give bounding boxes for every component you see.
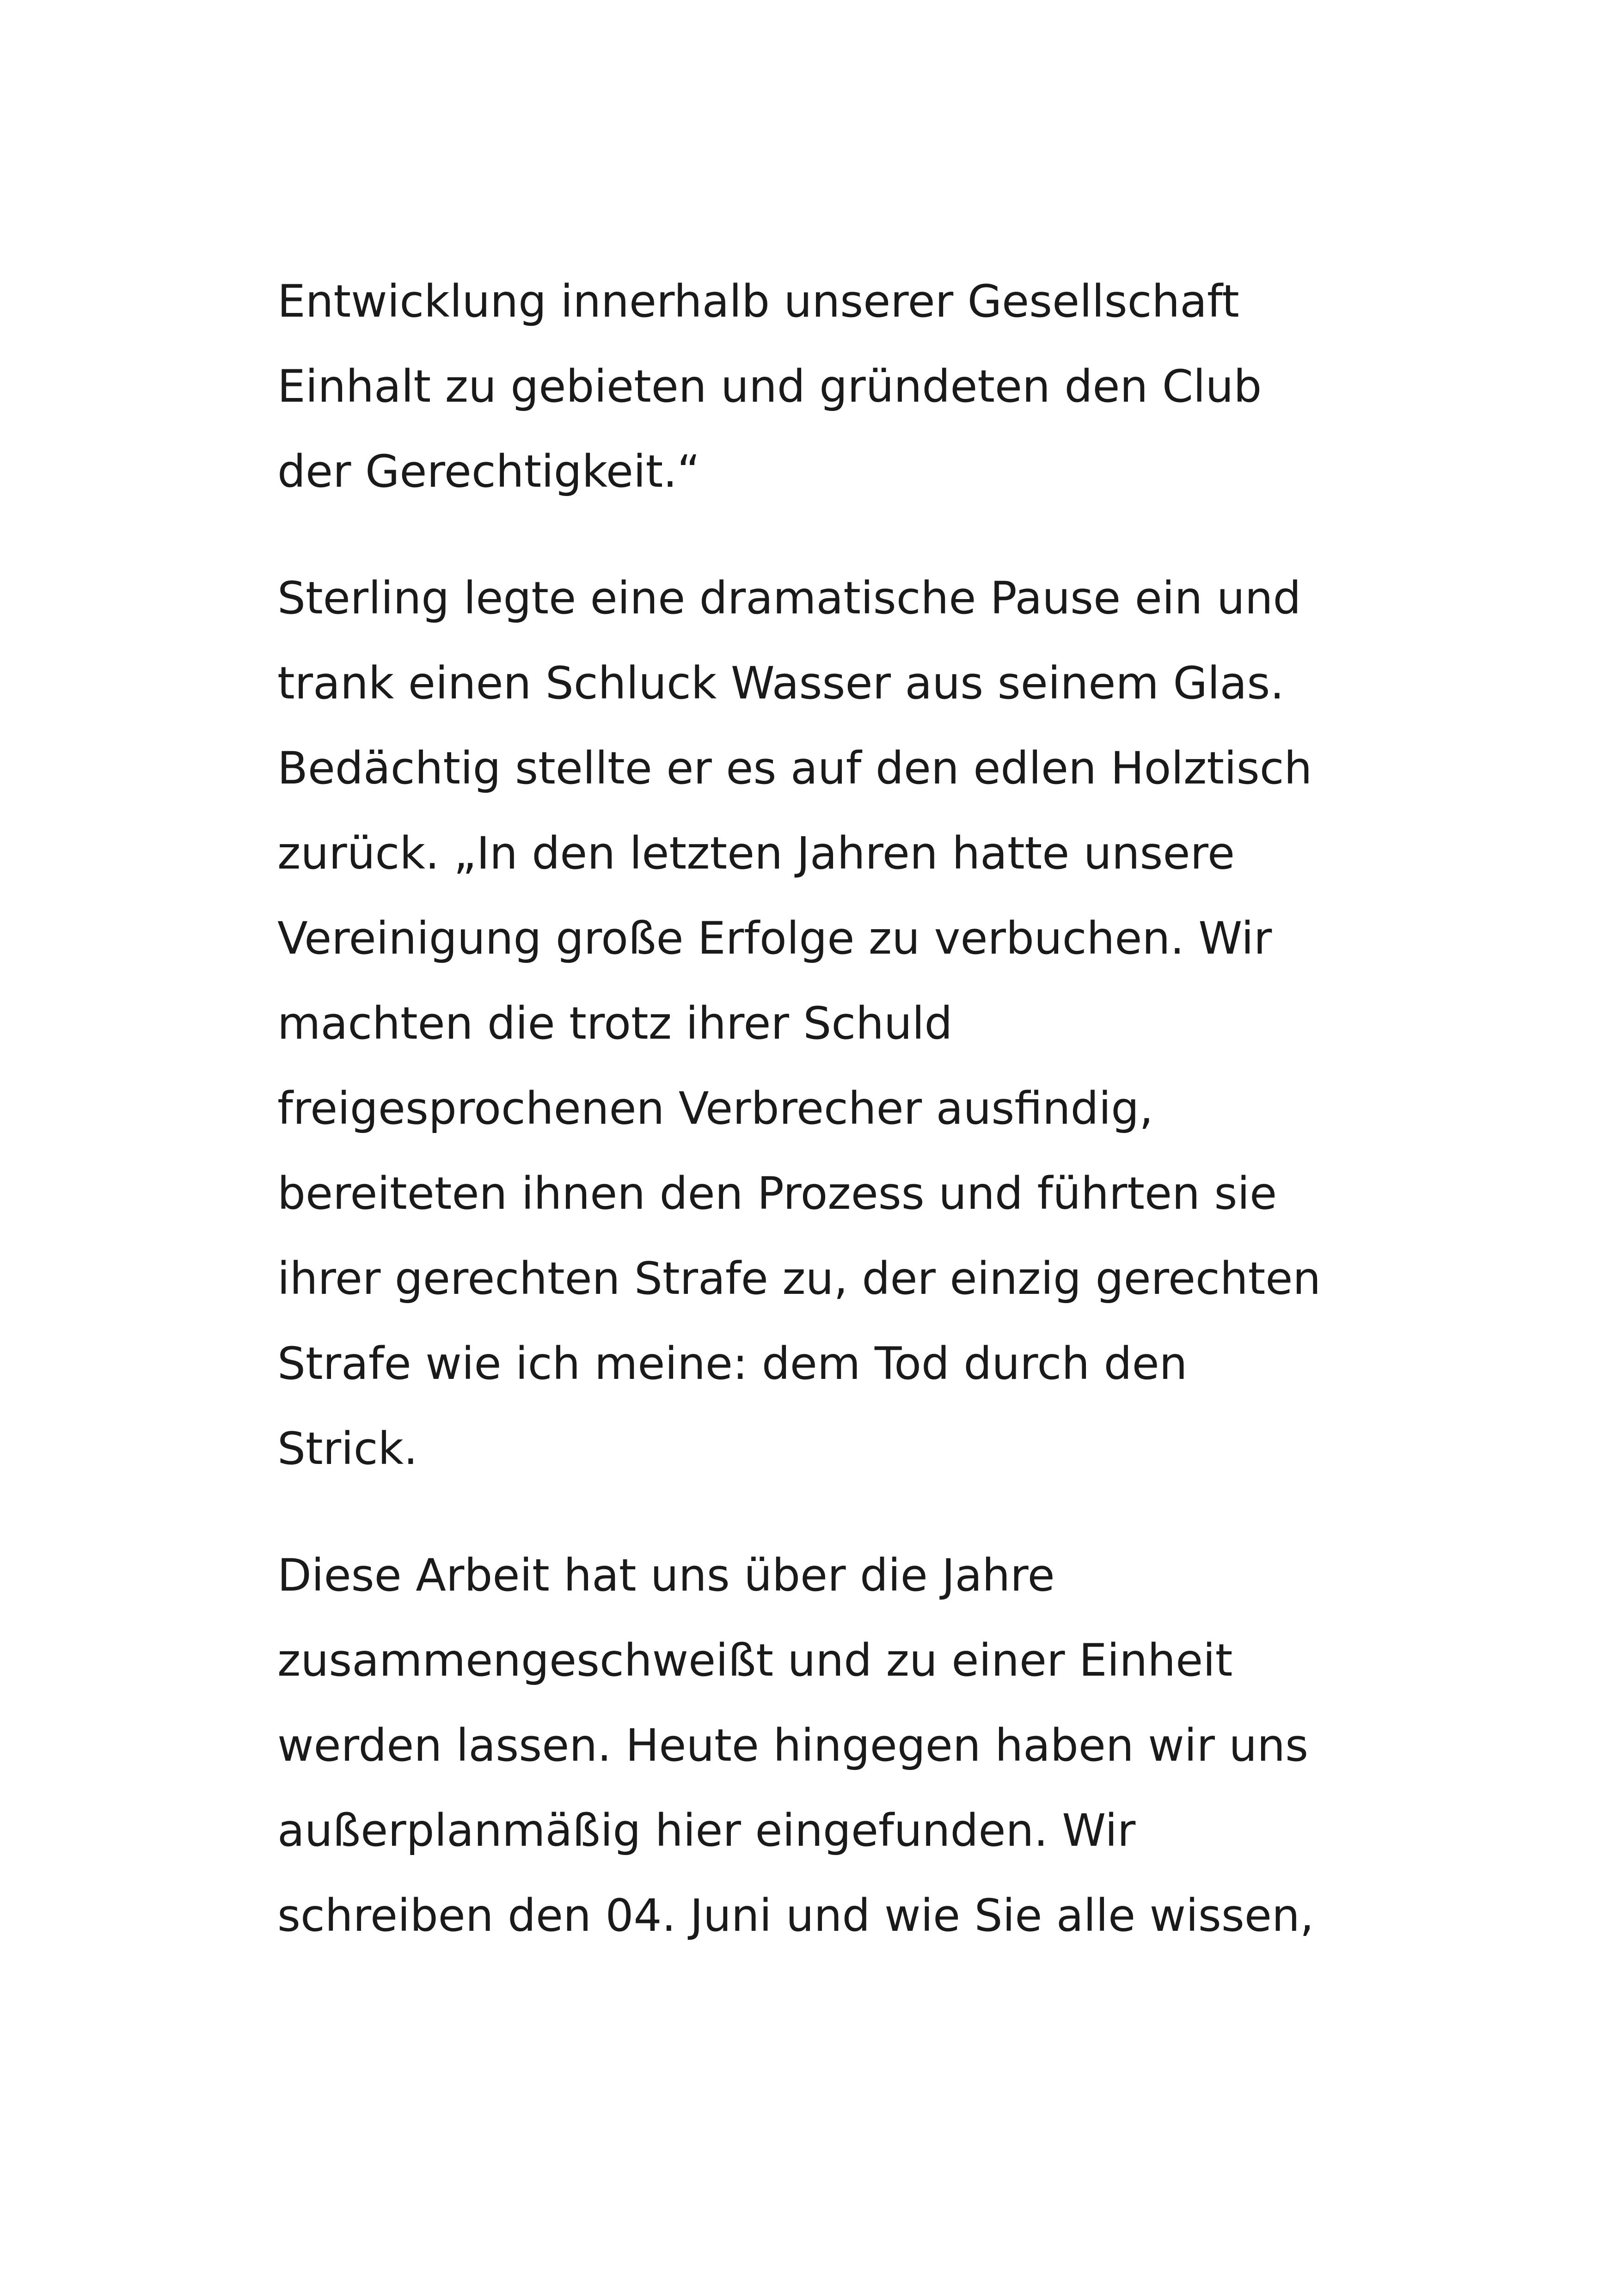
- text-line: Vereinigung große Erfolge zu verbuchen. Wir: [277, 912, 1272, 964]
- text-line: ihrer gerechten Strafe zu, der einzig gerechten: [277, 1253, 1321, 1304]
- text-line: Einhalt zu gebieten und gründeten den Club: [277, 361, 1262, 412]
- paragraph-3: [277, 1533, 1387, 1958]
- text-line: Bedächtig stellte er es auf den edlen Holztisch: [277, 742, 1312, 794]
- text-line: außerplanmäßig hier eingefunden. Wir: [277, 1805, 1136, 1856]
- text-line: freigesprochenen Verbrecher ausfindig,: [277, 1083, 1153, 1134]
- paragraph-2: [277, 556, 1387, 1491]
- text-line: Sterling legte eine dramatische Pause ein und: [277, 572, 1301, 624]
- text-line: trank einen Schluck Wasser aus seinem Glas.: [277, 657, 1284, 709]
- text-line: zurück. „In den letzten Jahren hatte unsere: [277, 827, 1235, 879]
- text-line: zusammengeschweißt und zu einer Einheit: [277, 1635, 1233, 1686]
- text-line: Diese Arbeit hat uns über die Jahre: [277, 1549, 1055, 1601]
- text-line: Entwicklung innerhalb unserer Gesellschaft: [277, 276, 1239, 327]
- text-line: werden lassen. Heute hingegen haben wir uns: [277, 1720, 1309, 1771]
- paragraph-1: [277, 259, 1387, 514]
- text-line: Strafe wie ich meine: dem Tod durch den: [277, 1338, 1188, 1390]
- body-text: [277, 259, 1387, 2000]
- text-line: bereiteten ihnen den Prozess und führten sie: [277, 1168, 1277, 1219]
- text-line: machten die trotz ihrer Schuld: [277, 998, 953, 1049]
- text-line: Strick.: [277, 1423, 418, 1475]
- text-line: schreiben den 04. Juni und wie Sie alle wissen,: [277, 1890, 1314, 1941]
- text-line: der Gerechtigkeit.“: [277, 446, 700, 497]
